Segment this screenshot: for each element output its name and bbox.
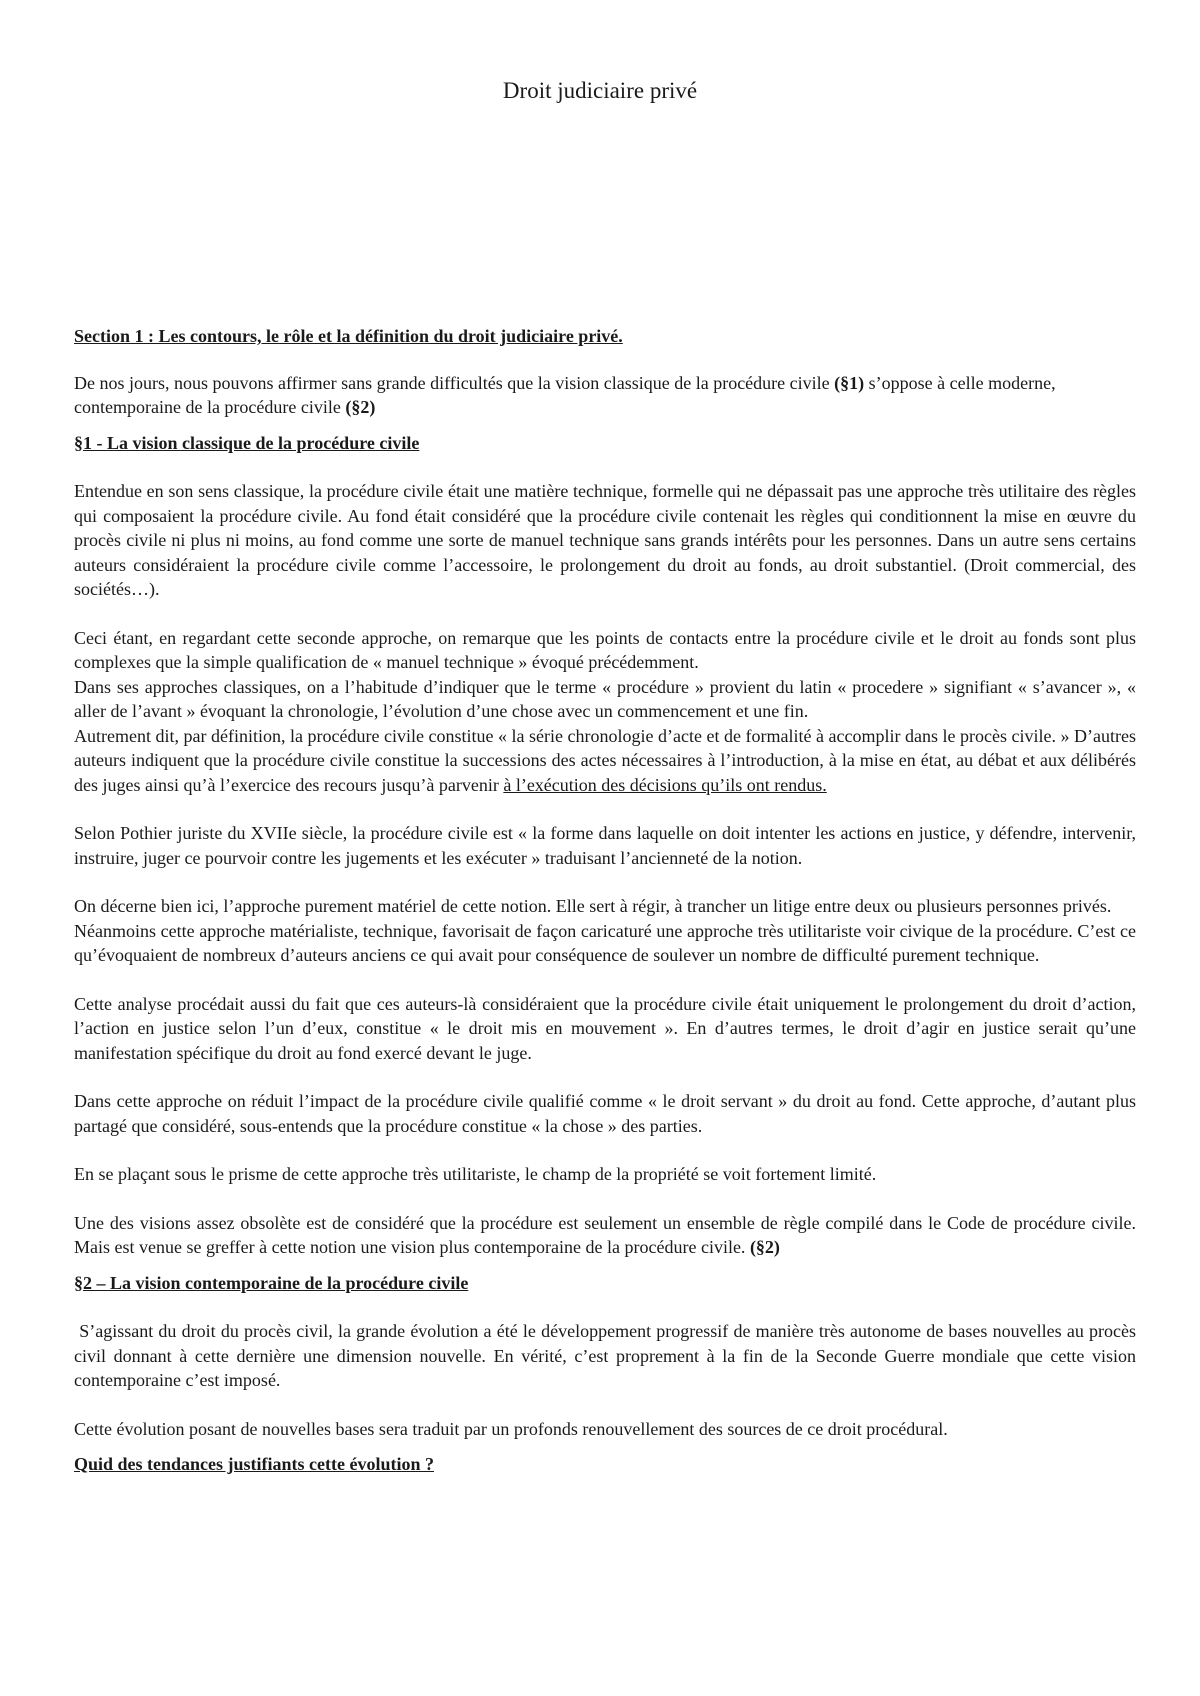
paragraph-1: Entendue en son sens classique, la procédure civile était une matière technique, formelle qui ne dépassait pas une approche très utilitaire des règles qui composaient la procédure civile. Au fond était considéré que la procédure civile contenait les règles qui conditionnent la mise en œuvre du procès civile ni plus ni moins, au fond comme une sorte de manuel technique sans grands intérêts pour les personnes. Dans un autre sens certains auteurs considéraient la procédure civile comme l’accessoire, le prolongement du droit au fonds, au droit substantiel. (Droit commercial, des sociétés…). <box>74 481 1136 599</box>
paragraph-6: Dans cette approche on réduit l’impact de la procédure civile qualifié comme « le droit servant » du droit au fond. Cette approche, d’autant plus partagé que considéré, sous-entends que la procédure constitue « la chose » des parties. <box>74 1091 1136 1136</box>
ref-s1: (§1) <box>834 372 865 393</box>
underlined-phrase: à l’exécution des décisions qu’ils ont rendus. <box>503 774 827 795</box>
intro-text: De nos jours, nous pouvons affirmer sans grande difficultés que la vision classique de la procédure civile <box>74 372 835 393</box>
intro-paragraph <box>74 371 1136 420</box>
paragraph-9: S’agissant du droit du procès civil, la grande évolution a été le développement progressif de manière très autonome de bases nouvelles au procès civil donnant à cette dernière une dimension nouvelle. En vérité, c’est proprement à la fin de la Seconde Guerre mondiale que cette vision contemporaine c’est imposé. <box>74 1321 1141 1390</box>
paragraph-8 <box>74 1211 1136 1260</box>
paragraph-4a: On décerne bien ici, l’approche purement matériel de cette notion. Elle sert à régir, à trancher un litige entre deux ou plusieurs personnes privés. <box>74 896 1112 916</box>
paragraph-5: Cette analyse procédait aussi du fait que ces auteurs-là considéraient que la procédure civile était uniquement le prolongement du droit d’action, l’action en justice selon l’un d’eux, constitue « le droit mis en mouvement ». En d’autres termes, le droit d’agir en justice serait qu’une manifestation spécifique du droit au fond exercé devant le juge. <box>74 993 1136 1063</box>
subsection-heading-1: §1 - La vision classique de la procédure civile <box>74 432 420 453</box>
paragraph-8-text: Une des visions assez obsolète est de considéré que la procédure est seulement un ensemble de règle compilé dans le Code de procédure civile. Mais est venue se greffer à cette notion une vision plus contemporaine de la procédure civile. <box>74 1212 1136 1257</box>
paragraph-10: Cette évolution posant de nouvelles bases sera traduit par un profonds renouvellement des sources de ce droit procédural. <box>74 1418 948 1439</box>
ref-s2-bis: (§2) <box>749 1237 780 1257</box>
paragraph-3: Selon Pothier juriste du XVIIe siècle, la procédure civile est « la forme dans laquelle on doit intenter les actions en justice, y défendre, intervenir, instruire, juger ce pourvoir contre les jugements et les exécuter » traduisant l’ancienneté de la notion. <box>74 823 1136 868</box>
document-title: Droit judiciaire privé <box>502 78 698 103</box>
question-heading: Quid des tendances justifiants cette évolution ? <box>74 1454 434 1474</box>
section-heading: Section 1 : Les contours, le rôle et la définition du droit judiciaire privé. <box>74 326 623 346</box>
paragraph-4b: Néanmoins cette approche matérialiste, technique, favorisait de façon caricaturé une approche très utilitariste voir civique de la procédure. C’est ce qu’évoquaient de nombreux d’auteurs anciens ce qui avait pour conséquence de soulever un nombre de difficulté purement technique. <box>74 920 1136 965</box>
document-body <box>74 324 1141 1477</box>
paragraph-7: En se plaçant sous le prisme de cette approche très utilitariste, le champ de la propriété se voit fortement limité. <box>74 1164 877 1184</box>
paragraph-2b: Dans ses approches classiques, on a l’habitude d’indiquer que le terme « procédure » provient du latin « procedere » signifiant « s’avancer », « aller de l’avant » évoquant la chronologie, l’évolution d’une chose avec un commencement et une fin. <box>74 676 1136 721</box>
paragraph-2a: Ceci étant, en regardant cette seconde approche, on remarque que les points de contacts entre la procédure civile et le droit au fonds sont plus complexes que la simple qualification de « manuel technique » évoqué précédemment. <box>74 627 1136 672</box>
paragraph-2c <box>74 724 1136 798</box>
intro-mid: s’oppose à celle moderne, contemporaine de la procédure civile <box>74 372 1056 417</box>
ref-s2: (§2) <box>345 397 376 417</box>
subsection-heading-2: §2 – La vision contemporaine de la procédure civile <box>74 1272 469 1293</box>
paragraph-2c-text: Autrement dit, par définition, la procédure civile constitue « la série chronologie d’acte et de formalité à accomplir dans le procès civile. » D’autres auteurs indiquent que la procédure civile constitue la successions des actes nécessaires à l’introduction, à la mise en état, au débat et aux délibérés des juges ainsi qu’à l’exercice des recours jusqu’à parvenir <box>74 725 1136 795</box>
